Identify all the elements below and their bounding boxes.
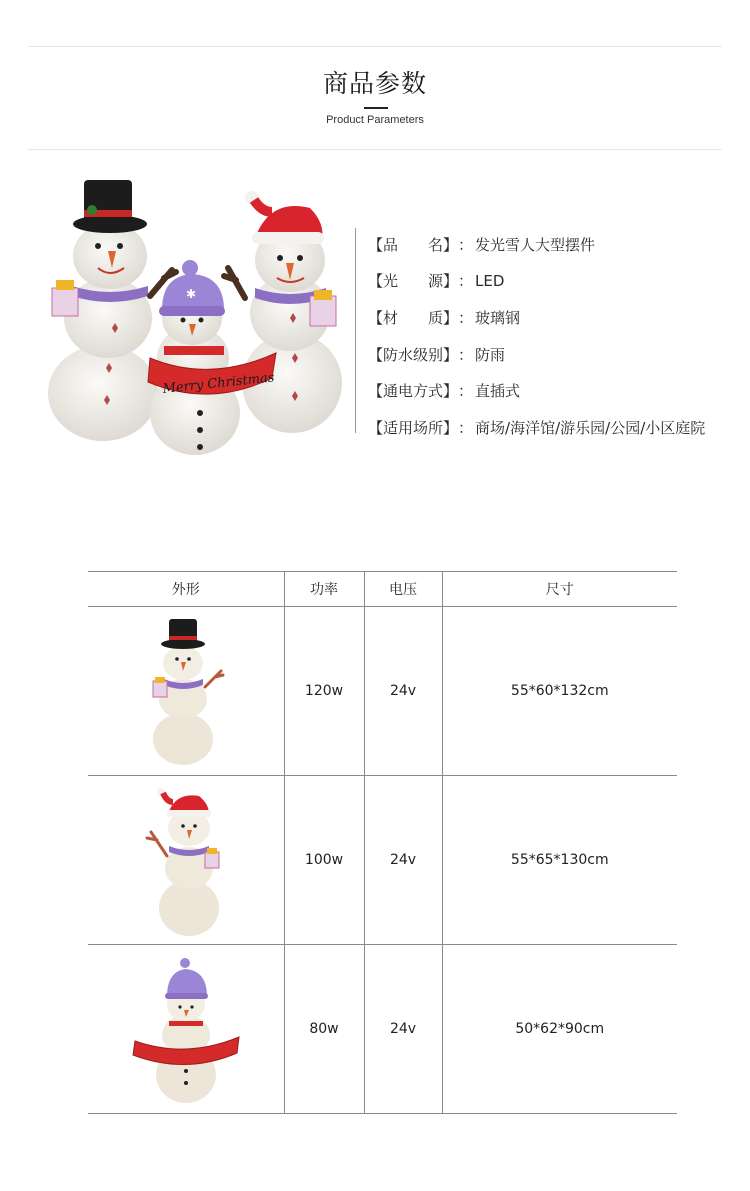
header-divider xyxy=(28,149,722,150)
power-cell: 120w xyxy=(284,607,364,776)
param-row xyxy=(368,336,748,373)
header-shape: 外形 xyxy=(88,572,284,607)
param-key: 【品 名】 xyxy=(368,235,459,254)
param-value: 玻璃钢 xyxy=(475,308,521,327)
shape-cell xyxy=(88,776,284,945)
table-header-row xyxy=(88,572,677,607)
param-value: 商场/海洋馆/游乐园/公园/小区庭院 xyxy=(475,418,706,437)
table-row xyxy=(88,776,677,945)
top-hat-snowman-thumb xyxy=(131,611,241,771)
santa-hat-snowman xyxy=(224,191,342,433)
param-sep: ： xyxy=(458,235,474,254)
table-row xyxy=(88,607,677,776)
title-underline xyxy=(364,107,388,109)
param-key: 【材 质】 xyxy=(368,308,459,327)
header-size: 尺寸 xyxy=(442,572,677,607)
snowman-family-image xyxy=(40,168,350,468)
size-cell: 55*60*132cm xyxy=(442,607,677,776)
param-value: 防雨 xyxy=(475,345,506,364)
param-row xyxy=(368,409,748,446)
param-row xyxy=(368,372,748,409)
shape-cell xyxy=(88,945,284,1114)
section-title: 商品参数 xyxy=(322,69,427,98)
header-power: 功率 xyxy=(284,572,364,607)
voltage-cell: 24v xyxy=(364,776,442,945)
param-key: 【适用场所】 xyxy=(368,418,459,437)
param-key: 【光 源】 xyxy=(368,272,459,291)
param-row xyxy=(368,299,748,336)
santa-hat-snowman-thumb xyxy=(131,780,241,940)
param-sep: ： xyxy=(458,272,474,291)
top-divider xyxy=(28,46,722,47)
section-subtitle: Product Parameters xyxy=(326,114,424,126)
param-sep: ： xyxy=(458,382,474,401)
shape-cell xyxy=(88,607,284,776)
power-cell: 80w xyxy=(284,945,364,1114)
param-sep: ： xyxy=(458,308,474,327)
banner-text: Merry Christmas xyxy=(161,370,276,397)
param-divider xyxy=(355,228,356,433)
power-cell: 100w xyxy=(284,776,364,945)
size-cell: 50*62*90cm xyxy=(442,945,677,1114)
param-value: 直插式 xyxy=(475,382,521,401)
param-key: 【通电方式】 xyxy=(368,382,459,401)
param-sep: ： xyxy=(458,345,474,364)
param-key: 【防水级别】 xyxy=(368,345,459,364)
spec-table xyxy=(88,571,677,1114)
beanie-snowman-thumb xyxy=(131,949,241,1109)
param-sep: ： xyxy=(458,418,474,437)
param-list xyxy=(368,226,748,446)
param-row xyxy=(368,263,748,300)
voltage-cell: 24v xyxy=(364,945,442,1114)
size-cell: 55*65*130cm xyxy=(442,776,677,945)
header-voltage: 电压 xyxy=(364,572,442,607)
param-value: 发光雪人大型摆件 xyxy=(475,235,596,254)
param-value: LED xyxy=(475,271,505,290)
voltage-cell: 24v xyxy=(364,607,442,776)
param-row xyxy=(368,226,748,263)
table-row xyxy=(88,945,677,1114)
svg-text:✱: ✱ xyxy=(186,287,197,301)
